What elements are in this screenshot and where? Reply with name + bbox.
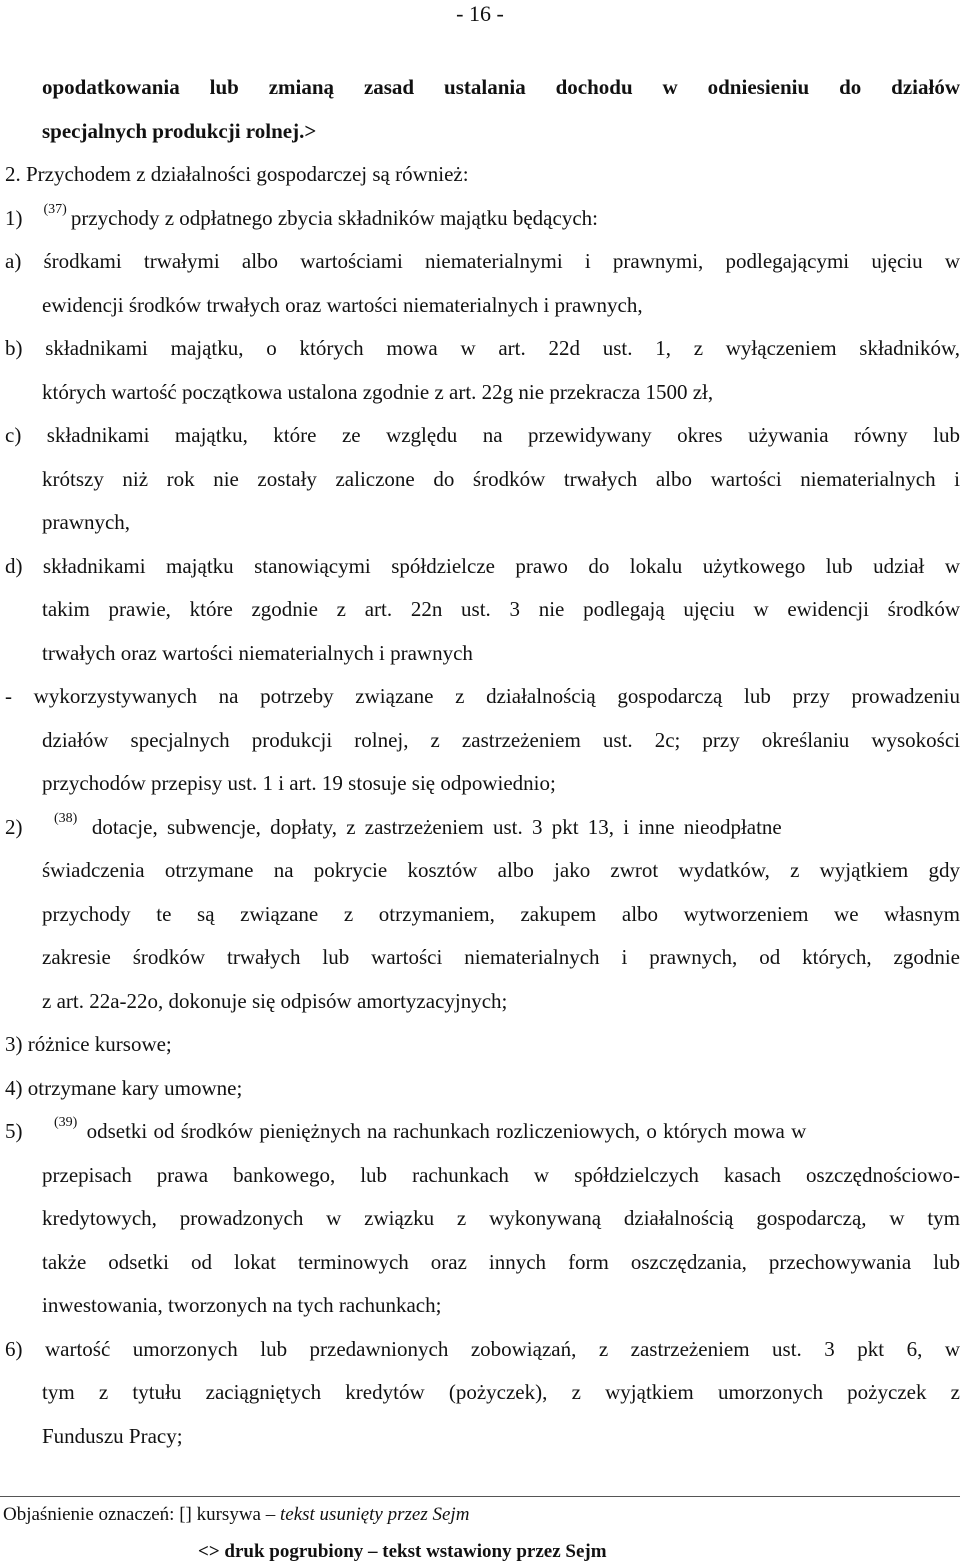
legend-label: Objaśnienie oznaczeń: bbox=[3, 1504, 180, 1525]
list-number: 2) bbox=[5, 814, 28, 839]
text-line: - wykorzystywanych na potrzeby związane z działalnością gospodarczą lub przy prowadzeniu bbox=[5, 684, 960, 708]
text-line: opodatkowania lub zmianą zasad ustalania dochodu w odniesieniu do działów bbox=[42, 75, 960, 99]
text-line: zakresie środków trwałych lub wartości niematerialnych i prawnych, od których, zgodnie bbox=[42, 945, 960, 969]
text-line: przychody te są związane z otrzymaniem, zakupem albo wytworzeniem we własnym bbox=[42, 901, 960, 926]
list-item-text: odsetki od środków pieniężnych na rachunkach rozliczeniowych, o których mowa w bbox=[86, 1119, 807, 1143]
text-line: c) składnikami majątku, które ze względu na przewidywany okres używania równy lub bbox=[5, 423, 960, 447]
text-line: d) składnikami majątku stanowiącymi spółdzielcze prawo do lokalu użytkowego lub udział w bbox=[5, 553, 960, 578]
text-line: 2. Przychodem z działalności gospodarczej są również: bbox=[5, 162, 469, 186]
text-line: także odsetki od lokat terminowych oraz innych form oszczędzania, przechowywania lub bbox=[42, 1249, 960, 1274]
text-line: specjalnych produkcji rolnej.> bbox=[42, 118, 317, 143]
footnote-marker: (38) bbox=[54, 810, 78, 826]
text-line: ewidencji środków trwałych oraz wartości niematerialnych i prawnych, bbox=[42, 292, 643, 317]
text-line bbox=[0, 806, 960, 850]
text-line bbox=[0, 197, 960, 241]
document-body bbox=[0, 66, 960, 1458]
text-line: krótszy niż rok nie zostały zaliczone do środków trwałych albo wartości niematerialnych i bbox=[42, 466, 960, 491]
footer-legend bbox=[3, 1502, 469, 1528]
list-item-text: dotacje, subwencje, dopłaty, z zastrzeżeniem ust. 3 pkt 13, i inne nieodpłatne bbox=[91, 814, 782, 839]
text-line: b) składnikami majątku, o których mowa w art. 22d ust. 1, z wyłączeniem składników, bbox=[5, 336, 960, 360]
legend-brackets: [] kursywa bbox=[179, 1504, 261, 1525]
footer-legend-bold: <> druk pogrubiony – tekst wstawiony przez Sejm bbox=[198, 1541, 607, 1562]
footnote-marker: (37) bbox=[43, 201, 67, 217]
text-line: przychodów przepisy ust. 1 i art. 19 stosuje się odpowiednio; bbox=[42, 771, 556, 795]
legend-deleted-text: tekst usunięty przez Sejm bbox=[279, 1504, 470, 1525]
text-line: a) środkami trwałymi albo wartościami niematerialnymi i prawnymi, podlegającymi ujęciu w bbox=[5, 249, 960, 273]
list-number: 1) bbox=[5, 205, 28, 230]
page-number: - 16 - bbox=[456, 1, 504, 26]
text-line bbox=[0, 1110, 960, 1154]
list-item-text: przychody z odpłatnego zbycia składników majątku będących: bbox=[70, 205, 598, 230]
text-line: 4) otrzymane kary umowne; bbox=[5, 1075, 243, 1100]
list-number: 5) bbox=[5, 1119, 28, 1143]
text-line: świadczenia otrzymane na pokrycie kosztów albo jako zwrot wydatków, z wyjątkiem gdy bbox=[42, 858, 960, 882]
text-line: inwestowania, tworzonych na tych rachunkach; bbox=[42, 1293, 442, 1317]
footer-divider bbox=[0, 1496, 960, 1497]
text-line: działów specjalnych produkcji rolnej, z zastrzeżeniem ust. 2c; przy określaniu wysokości bbox=[42, 727, 960, 752]
text-line: 6) wartość umorzonych lub przedawnionych zobowiązań, z zastrzeżeniem ust. 3 pkt 6, w bbox=[5, 1336, 960, 1361]
legend-dash: – bbox=[260, 1504, 280, 1525]
text-line: prawnych, bbox=[42, 510, 131, 534]
text-line: takim prawie, które zgodnie z art. 22n ust. 3 nie podlegają ujęciu w ewidencji środków bbox=[42, 597, 960, 621]
text-line: przepisach prawa bankowego, lub rachunkach w spółdzielczych kasach oszczędnościowo- bbox=[42, 1162, 960, 1187]
footnote-marker: (39) bbox=[54, 1115, 78, 1130]
text-line: z art. 22a-22o, dokonuje się odpisów amortyzacyjnych; bbox=[42, 988, 508, 1013]
text-line: trwałych oraz wartości niematerialnych i prawnych bbox=[42, 640, 473, 665]
text-line: których wartość początkowa ustalona zgodnie z art. 22g nie przekracza 1500 zł, bbox=[42, 379, 714, 404]
text-line: tym z tytułu zaciągniętych kredytów (pożyczek), z wyjątkiem umorzonych pożyczek z bbox=[42, 1380, 960, 1404]
text-line: 3) różnice kursowe; bbox=[5, 1032, 172, 1056]
text-line: kredytowych, prowadzonych w związku z wykonywaną działalnością gospodarczą, w tym bbox=[42, 1206, 960, 1230]
text-line: Funduszu Pracy; bbox=[42, 1423, 183, 1448]
